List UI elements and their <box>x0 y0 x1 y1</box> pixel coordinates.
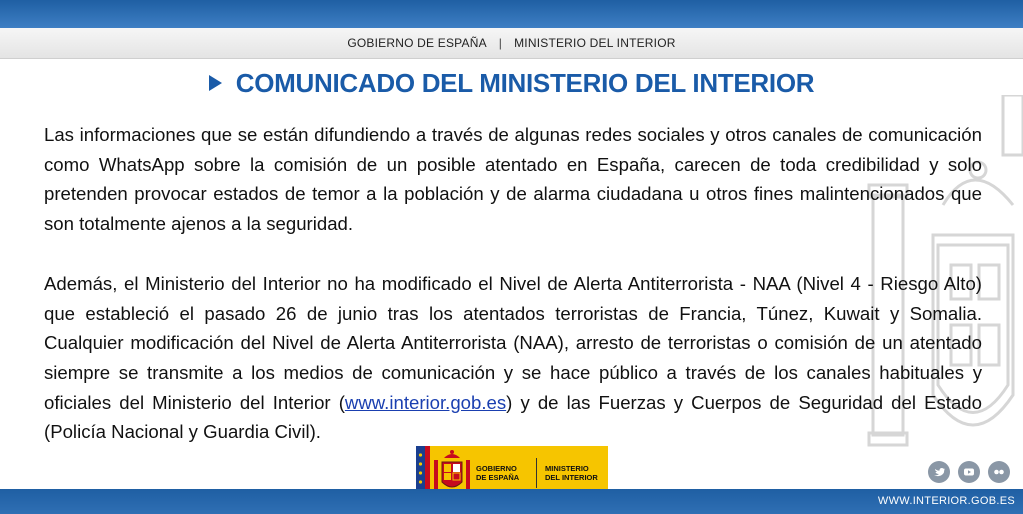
top-band <box>0 0 1023 28</box>
flickr-icon[interactable] <box>988 461 1010 483</box>
logo-ministry-label <box>545 464 599 482</box>
interior-website-link[interactable]: www.interior.gob.es <box>344 391 507 413</box>
body-text <box>44 120 982 447</box>
paragraph-2-text: Además, el Ministerio del Interior no ha modificado el Nivel de Alerta Antiterrorista - NAA (Nivel 4 - Riesgo Alto) que estableció el pasado 26 de junio tras los atentados terroristas de Francia, Túnez, Kuwait y Somalia. Cualquier modificación del Nivel de Alerta Antiterrorista (NAA), arresto de terroristas o comisión de un atentado siempre se transmite a los medios de comunicación y se hace público a través de los canales habituales y oficiales del Ministerio del Interior ( <box>44 272 982 413</box>
logo-line-gobierno: GOBIERNO <box>476 463 517 473</box>
logo-line-interior: DEL INTERIOR <box>545 472 598 482</box>
logo-divider <box>536 458 537 488</box>
paragraph-2 <box>44 269 982 447</box>
logo-government-label <box>476 464 530 482</box>
logo-line-espana: DE ESPAÑA <box>476 472 520 482</box>
play-arrow-icon <box>209 75 222 91</box>
bottom-band <box>0 489 1023 514</box>
header-ministry: MINISTERIO DEL INTERIOR <box>514 36 676 50</box>
logo-line-ministerio: MINISTERIO <box>545 463 589 473</box>
footer-url[interactable]: WWW.INTERIOR.GOB.ES <box>877 495 1015 507</box>
page-title: COMUNICADO DEL MINISTERIO DEL INTERIOR <box>235 67 815 98</box>
header-government: GOBIERNO DE ESPAÑA <box>347 36 487 50</box>
header-bar <box>0 28 1023 59</box>
header-separator: | <box>498 36 503 50</box>
youtube-icon[interactable] <box>958 461 980 483</box>
twitter-icon[interactable] <box>928 461 950 483</box>
paragraph-1: Las informaciones que se están difundiendo a través de algunas redes sociales y otros canales de comunicación como WhatsApp sobre la comisión de un posible atentado en España, carecen de toda credibilidad y solo pretenden provocar estados de temor a la población y de alarma ciudadana u otros fines malintencionados que son totalmente ajenos a la seguridad. <box>44 124 982 235</box>
paragraph-2-end: ) y de las Fuerzas y Cuerpos de Seguridad del Estado (Policía Nacional y Guardia Civil). <box>44 391 982 443</box>
